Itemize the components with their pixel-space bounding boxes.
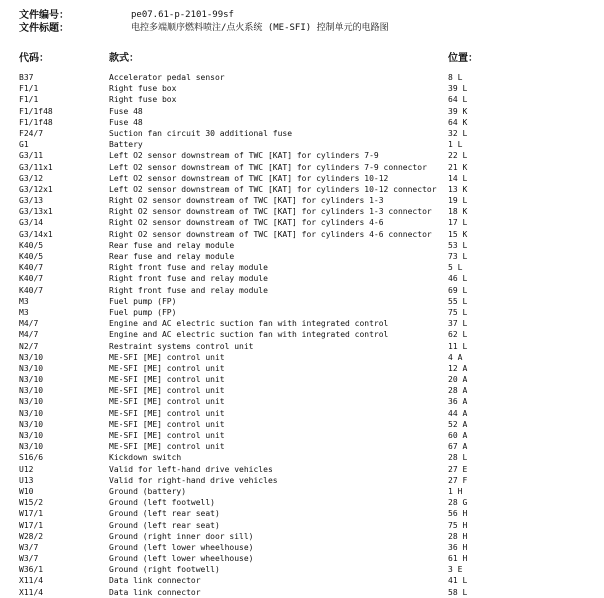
component-position: 36 H bbox=[448, 542, 468, 552]
table-row bbox=[0, 374, 604, 385]
component-position: 41 L bbox=[448, 576, 468, 586]
table-row bbox=[0, 273, 604, 284]
component-position: 60 A bbox=[448, 431, 468, 440]
component-description: Rear fuse and relay module bbox=[109, 252, 235, 261]
component-description: Restraint systems control unit bbox=[109, 341, 254, 351]
table-row bbox=[0, 575, 604, 586]
component-code: W3/7 bbox=[19, 542, 39, 552]
component-description: ME-SFI [ME] control unit bbox=[109, 397, 225, 407]
table-row bbox=[0, 106, 604, 117]
table-row bbox=[0, 441, 604, 452]
table-row bbox=[0, 486, 604, 497]
component-description: ME-SFI [ME] control unit bbox=[109, 386, 225, 396]
component-code: W10 bbox=[19, 486, 34, 496]
table-row bbox=[0, 363, 604, 374]
component-position: 64 L bbox=[448, 95, 468, 105]
component-code: X11/4 bbox=[19, 576, 44, 586]
table-row bbox=[0, 452, 604, 463]
component-position: 18 K bbox=[448, 207, 468, 217]
component-description: Rear fuse and relay module bbox=[109, 240, 235, 250]
component-description: Right O2 sensor downstream of TWC [KAT] for cylinders 4-6 bbox=[109, 218, 384, 228]
component-description: Engine and AC electric suction fan with integrated control bbox=[109, 319, 389, 329]
component-code: K40/5 bbox=[19, 240, 44, 250]
component-position: 22 L bbox=[448, 151, 468, 161]
component-description: Data link connector bbox=[109, 576, 201, 586]
component-position: 3 E bbox=[448, 565, 463, 575]
component-position: 8 L bbox=[448, 73, 463, 82]
component-description: Valid for right-hand drive vehicles bbox=[109, 475, 278, 485]
component-code: G3/11x1 bbox=[19, 162, 53, 172]
component-description: Left O2 sensor downstream of TWC [KAT] for cylinders 10-12 connector bbox=[109, 184, 437, 194]
component-position: 12 A bbox=[448, 363, 468, 373]
component-code: S16/6 bbox=[19, 453, 44, 463]
component-position: 44 A bbox=[448, 408, 468, 418]
component-code: N3/10 bbox=[19, 386, 44, 396]
table-row bbox=[0, 587, 604, 598]
component-code: G3/14 bbox=[19, 218, 44, 228]
component-code: N3/10 bbox=[19, 375, 44, 385]
table-row bbox=[0, 531, 604, 542]
component-description: Right front fuse and relay module bbox=[109, 263, 268, 273]
component-code: N3/10 bbox=[19, 442, 44, 452]
component-description: Ground (left lower wheelhouse) bbox=[109, 554, 254, 564]
component-position: 21 K bbox=[448, 162, 468, 172]
component-description: Right fuse box bbox=[109, 84, 177, 94]
table-row bbox=[0, 162, 604, 173]
table-row bbox=[0, 464, 604, 475]
table-row bbox=[0, 520, 604, 531]
component-description: Fuse 48 bbox=[109, 106, 143, 116]
component-code: N3/10 bbox=[19, 408, 44, 418]
component-table bbox=[0, 72, 604, 598]
component-description: Accelerator pedal sensor bbox=[109, 73, 225, 82]
component-position: 39 K bbox=[448, 106, 468, 116]
table-row bbox=[0, 385, 604, 396]
component-position: 46 L bbox=[448, 274, 468, 284]
component-position: 15 K bbox=[448, 229, 468, 239]
component-code: K40/5 bbox=[19, 252, 44, 261]
component-code: F1/1f48 bbox=[19, 117, 53, 127]
component-position: 67 A bbox=[448, 442, 468, 452]
component-description: Valid for left-hand drive vehicles bbox=[109, 464, 273, 474]
component-position: 36 A bbox=[448, 397, 468, 407]
component-description: Suction fan circuit 30 additional fuse bbox=[109, 128, 293, 138]
component-code: U12 bbox=[19, 464, 34, 474]
component-description: Battery bbox=[109, 140, 143, 150]
component-position: 13 K bbox=[448, 184, 468, 194]
component-description: Fuel pump (FP) bbox=[109, 307, 177, 317]
table-row bbox=[0, 352, 604, 363]
component-position: 52 A bbox=[448, 419, 468, 429]
table-row bbox=[0, 184, 604, 195]
component-position: 61 H bbox=[448, 554, 468, 564]
component-position: 56 H bbox=[448, 509, 468, 519]
component-code: M4/7 bbox=[19, 330, 39, 340]
table-row bbox=[0, 229, 604, 240]
table-row bbox=[0, 150, 604, 161]
component-position: 5 L bbox=[448, 263, 463, 273]
component-description: Right O2 sensor downstream of TWC [KAT] for cylinders 1-3 connector bbox=[109, 207, 432, 217]
component-position: 32 L bbox=[448, 128, 468, 138]
component-description: Right front fuse and relay module bbox=[109, 274, 268, 284]
component-code: G3/14x1 bbox=[19, 229, 53, 239]
table-row bbox=[0, 497, 604, 508]
component-description: ME-SFI [ME] control unit bbox=[109, 408, 225, 418]
component-position: 1 H bbox=[448, 486, 463, 496]
component-position: 17 L bbox=[448, 218, 468, 228]
component-code: K40/7 bbox=[19, 285, 44, 295]
component-position: 73 L bbox=[448, 252, 468, 261]
component-description: Right O2 sensor downstream of TWC [KAT] for cylinders 4-6 connector bbox=[109, 229, 432, 239]
table-row bbox=[0, 285, 604, 296]
table-row bbox=[0, 341, 604, 352]
component-code: G3/13 bbox=[19, 196, 44, 206]
table-row bbox=[0, 508, 604, 519]
table-row bbox=[0, 564, 604, 575]
component-description: ME-SFI [ME] control unit bbox=[109, 363, 225, 373]
component-position: 69 L bbox=[448, 285, 468, 295]
table-row bbox=[0, 475, 604, 486]
column-header-code: 代码： bbox=[19, 53, 49, 64]
component-description: Ground (right footwell) bbox=[109, 565, 220, 575]
table-row bbox=[0, 195, 604, 206]
component-code: G3/12 bbox=[19, 173, 44, 183]
component-description: Right front fuse and relay module bbox=[109, 285, 268, 295]
table-row bbox=[0, 307, 604, 318]
table-row bbox=[0, 251, 604, 262]
component-description: Fuse 48 bbox=[109, 117, 143, 127]
component-description: Ground (left lower wheelhouse) bbox=[109, 542, 254, 552]
component-position: 28 L bbox=[448, 453, 468, 463]
component-description: Ground (right inner door sill) bbox=[109, 531, 254, 541]
component-position: 28 A bbox=[448, 386, 468, 396]
table-row bbox=[0, 430, 604, 441]
component-description: Right O2 sensor downstream of TWC [KAT] for cylinders 1-3 bbox=[109, 196, 384, 206]
component-code: N3/10 bbox=[19, 431, 44, 440]
table-row bbox=[0, 408, 604, 419]
table-row bbox=[0, 128, 604, 139]
component-code: W17/1 bbox=[19, 520, 44, 530]
component-position: 19 L bbox=[448, 196, 468, 206]
component-position: 27 F bbox=[448, 475, 468, 485]
table-row bbox=[0, 206, 604, 217]
component-code: G1 bbox=[19, 140, 29, 150]
column-header-description: 款式： bbox=[109, 53, 139, 64]
component-description: Ground (left footwell) bbox=[109, 498, 215, 508]
component-position: 27 E bbox=[448, 464, 468, 474]
component-description: Left O2 sensor downstream of TWC [KAT] for cylinders 7-9 bbox=[109, 151, 379, 161]
component-code: W17/1 bbox=[19, 509, 44, 519]
component-code: F1/1f48 bbox=[19, 106, 53, 116]
component-code: M3 bbox=[19, 307, 29, 317]
component-description: Ground (left rear seat) bbox=[109, 520, 220, 530]
component-position: 1 L bbox=[448, 140, 463, 150]
table-row bbox=[0, 173, 604, 184]
component-code: B37 bbox=[19, 73, 34, 82]
component-code: U13 bbox=[19, 475, 34, 485]
component-description: ME-SFI [ME] control unit bbox=[109, 352, 225, 362]
component-code: N3/10 bbox=[19, 419, 44, 429]
component-position: 53 L bbox=[448, 240, 468, 250]
doc-number-value: pe07.61-p-2101-99sf bbox=[131, 10, 234, 20]
component-description: Engine and AC electric suction fan with integrated control bbox=[109, 330, 389, 340]
table-row bbox=[0, 296, 604, 307]
component-code: N3/10 bbox=[19, 397, 44, 407]
component-description: ME-SFI [ME] control unit bbox=[109, 375, 225, 385]
component-code: G3/12x1 bbox=[19, 184, 53, 194]
component-code: G3/11 bbox=[19, 151, 44, 161]
table-row bbox=[0, 83, 604, 94]
table-row bbox=[0, 117, 604, 128]
component-code: X11/4 bbox=[19, 587, 44, 597]
doc-title-label: 文件标题： bbox=[19, 23, 69, 34]
table-row bbox=[0, 396, 604, 407]
table-row bbox=[0, 329, 604, 340]
component-position: 55 L bbox=[448, 296, 468, 306]
component-position: 62 L bbox=[448, 330, 468, 340]
table-row bbox=[0, 139, 604, 150]
component-description: ME-SFI [ME] control unit bbox=[109, 442, 225, 452]
component-code: K40/7 bbox=[19, 274, 44, 284]
component-code: K40/7 bbox=[19, 263, 44, 273]
table-row bbox=[0, 94, 604, 105]
component-code: F1/1 bbox=[19, 84, 39, 94]
component-description: Right fuse box bbox=[109, 95, 177, 105]
table-row bbox=[0, 217, 604, 228]
component-position: 64 K bbox=[448, 117, 468, 127]
component-position: 39 L bbox=[448, 84, 468, 94]
component-description: ME-SFI [ME] control unit bbox=[109, 431, 225, 440]
table-row bbox=[0, 72, 604, 83]
component-position: 11 L bbox=[448, 341, 468, 351]
table-row bbox=[0, 318, 604, 329]
component-code: M4/7 bbox=[19, 319, 39, 329]
component-position: 28 G bbox=[448, 498, 468, 508]
component-position: 20 A bbox=[448, 375, 468, 385]
component-description: ME-SFI [ME] control unit bbox=[109, 419, 225, 429]
component-code: N3/10 bbox=[19, 363, 44, 373]
component-code: F24/7 bbox=[19, 128, 44, 138]
component-code: N3/10 bbox=[19, 352, 44, 362]
table-row bbox=[0, 262, 604, 273]
component-code: M3 bbox=[19, 296, 29, 306]
component-code: W3/7 bbox=[19, 554, 39, 564]
doc-number-label: 文件编号： bbox=[19, 10, 69, 21]
component-description: Ground (left rear seat) bbox=[109, 509, 220, 519]
component-code: G3/13x1 bbox=[19, 207, 53, 217]
table-row bbox=[0, 240, 604, 251]
component-position: 28 H bbox=[448, 531, 468, 541]
component-code: F1/1 bbox=[19, 95, 39, 105]
component-position: 75 H bbox=[448, 520, 468, 530]
component-description: Left O2 sensor downstream of TWC [KAT] for cylinders 7-9 connector bbox=[109, 162, 427, 172]
table-row bbox=[0, 419, 604, 430]
component-description: Left O2 sensor downstream of TWC [KAT] for cylinders 10-12 bbox=[109, 173, 389, 183]
component-position: 75 L bbox=[448, 307, 468, 317]
component-code: W28/2 bbox=[19, 531, 44, 541]
component-position: 4 A bbox=[448, 352, 463, 362]
component-position: 14 L bbox=[448, 173, 468, 183]
component-code: W15/2 bbox=[19, 498, 44, 508]
component-description: Ground (battery) bbox=[109, 486, 187, 496]
component-code: W36/1 bbox=[19, 565, 44, 575]
component-position: 37 L bbox=[448, 319, 468, 329]
table-row bbox=[0, 553, 604, 564]
component-description: Kickdown switch bbox=[109, 453, 182, 463]
table-row bbox=[0, 542, 604, 553]
component-description: Fuel pump (FP) bbox=[109, 296, 177, 306]
doc-title-value: 电控多端顺序燃料喷注/点火系统 (ME-SFI) 控制单元的电路图 bbox=[131, 23, 389, 33]
component-description: Data link connector bbox=[109, 587, 201, 597]
component-code: N2/7 bbox=[19, 341, 39, 351]
column-header-position: 位置： bbox=[448, 53, 478, 64]
component-position: 58 L bbox=[448, 587, 468, 597]
